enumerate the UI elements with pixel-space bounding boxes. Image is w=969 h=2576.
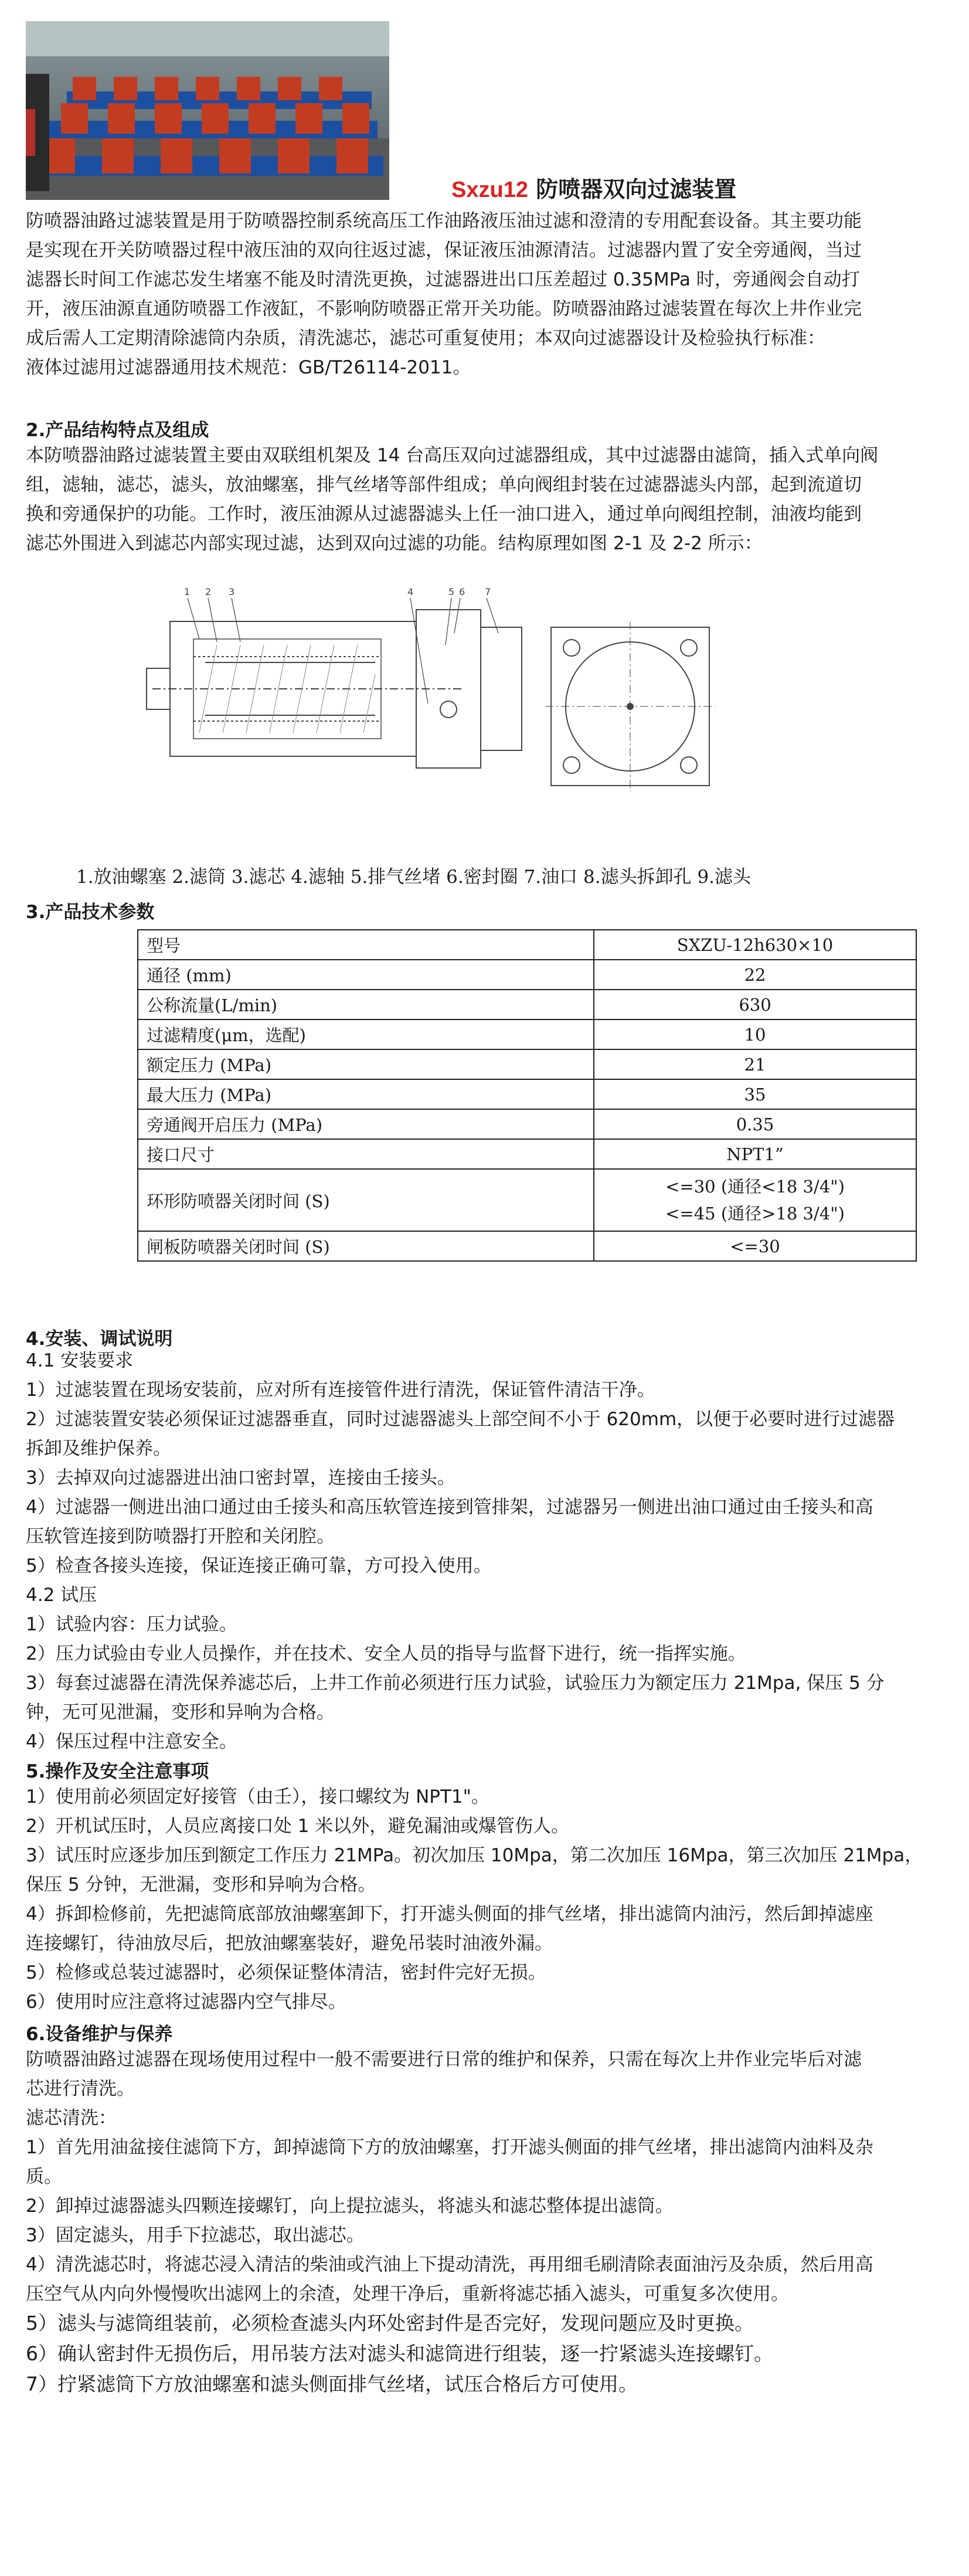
table-row (138, 1169, 916, 1231)
list-item-text: 4）保压过程中注意安全。 (26, 1731, 237, 1752)
list-item-text: 3）每套过滤器在清洗保养滤芯后，上井工作前必须进行压力试验，试验压力为额定压力 21Mpa, 保压 5 分 (26, 1673, 885, 1694)
list-item-text: 7）拧紧滤筒下方放油螺塞和滤头侧面排气丝堵，试压合格后方可使用。 (26, 2373, 638, 2395)
list-item (26, 2191, 946, 2221)
section6-sub: 滤芯清洗： (26, 2108, 117, 2129)
list-item (26, 2250, 946, 2309)
table-row (138, 1019, 916, 1049)
list-item (26, 1463, 946, 1493)
list-item (26, 1668, 946, 1727)
list-item-text: 2）过滤装置安装必须保证过滤器垂直，同时过滤器滤头上部空间不小于 620mm，以便于必要时进行过滤器 (26, 1409, 895, 1430)
diagram-label: 1 (184, 586, 191, 597)
list-item (26, 1375, 946, 1405)
intro-line: 是实现在开关防喷器过程中液压油的双向往返过滤，保证液压油源清洁。过滤器内置了安全旁通阀，当过 (26, 240, 862, 261)
spec-label: 闸板防喷器关闭时间 (S) (138, 1231, 594, 1261)
title-name: 防喷器双向过滤装置 (536, 176, 737, 202)
list-item-text: 3）试压时应逐步加压到额定工作压力 21MPa。初次加压 10Mpa，第二次加压 16Mpa，第三次加压 21Mpa， (26, 1845, 923, 1866)
list-item-text: 拆卸及维护保养。 (26, 1438, 171, 1459)
list-item (26, 2133, 946, 2191)
table-row (138, 1109, 916, 1139)
list-item-text: 2）开机试压时，人员应离接口处 1 米以外，避免漏油或爆管伤人。 (26, 1816, 570, 1837)
spec-value (594, 1169, 916, 1231)
diagram-caption: 1.放油螺塞 2.滤筒 3.滤芯 4.滤轴 5.排气丝堵 6.密封圈 7.油口 8.滤头拆卸孔 9.滤头 (76, 866, 752, 888)
section5-heading: 5.操作及安全注意事项 (26, 1761, 209, 1782)
spec-value: 0.35 (594, 1109, 916, 1139)
spec-value: 10 (594, 1019, 916, 1049)
diagram-label: 5 (448, 586, 455, 597)
list-item-text: 6）确认密封件无损伤后，用吊装方法对滤头和滤筒进行组装，逐一拧紧滤头连接螺钉。 (26, 2342, 773, 2365)
list-item-text: 压空气从内向外慢慢吹出滤网上的余渣，处理干净后，重新将滤芯插入滤头，可重复多次使用。 (26, 2283, 789, 2305)
spec-value: SXZU-12h630×10 (594, 930, 916, 960)
section2-line: 组，滤轴，滤芯，滤头，放油螺塞，排气丝堵等部件组成；单向阀组封装在过滤器滤头内部，起到流道切 (26, 474, 862, 495)
section6-intro (26, 2045, 946, 2103)
section4-sub1: 4.1 安装要求 (26, 1350, 134, 1371)
diagram-label: 2 (205, 586, 212, 597)
spec-label: 通径 (mm) (138, 960, 594, 990)
diagram-label: 6 (459, 586, 465, 597)
list-item-text: 5）检查各接头连接，保证连接正确可靠，方可投入使用。 (26, 1555, 492, 1576)
intro-line: 开，液压油源直通防喷器工作液缸，不影响防喷器正常开关功能。防喷器油路过滤装置在每次上井作业完 (26, 298, 862, 320)
structure-diagram (135, 586, 733, 832)
intro-paragraph (26, 206, 945, 382)
filter-top-view (545, 621, 715, 791)
table-row (138, 930, 916, 960)
section2-line: 滤芯外围进入到滤芯内部实现过滤，达到双向过滤的功能。结构原理如图 2-1 及 2-2 所示： (26, 533, 763, 554)
list-item (26, 1841, 946, 1899)
list-item (26, 1987, 946, 2017)
list-item (26, 1782, 946, 1812)
table-row (138, 990, 916, 1019)
section3-heading: 3.产品技术参数 (26, 902, 155, 923)
table-row (138, 1139, 916, 1169)
spec-label: 过滤精度(μm，选配) (138, 1019, 594, 1049)
section2-line: 换和旁通保护的功能。工作时，液压油源从过滤器滤头上任一油口进入，通过单向阀组控制，油液均能到 (26, 504, 862, 525)
spec-value: 21 (594, 1049, 916, 1079)
factory-photo-image (26, 21, 389, 200)
intro-line: 滤器长时间工作滤芯发生堵塞不能及时清洗更换，过滤器进出口压差超过 0.35MPa 时，旁通阀会自动打 (26, 269, 860, 290)
list-item (26, 1812, 946, 1841)
list-item-text: 2）压力试验由专业人员操作，并在技术、安全人员的指导与监督下进行，统一指挥实施。 (26, 1643, 746, 1664)
list-item (26, 1639, 946, 1668)
list-item-text: 1）试验内容：压力试验。 (26, 1614, 237, 1635)
spec-value: 630 (594, 990, 916, 1019)
diagram-label: 4 (407, 586, 414, 597)
spec-value: NPT1” (594, 1139, 916, 1169)
list-item (26, 2339, 946, 2368)
section2-heading: 2.产品结构特点及组成 (26, 420, 209, 441)
section6-intro-line: 芯进行清洗。 (26, 2078, 135, 2099)
section4-sub2: 4.2 试压 (26, 1585, 97, 1606)
list-item (26, 1899, 946, 1958)
page-title (451, 171, 736, 203)
spec-value: <=30 (594, 1231, 916, 1261)
factory-photo (26, 21, 389, 200)
spec-label: 接口尺寸 (138, 1139, 594, 1169)
list-item-text: 钟，无可见泄漏，变形和异响为合格。 (26, 1702, 335, 1723)
list-item (26, 2309, 946, 2338)
list-item-text: 6）使用时应注意将过滤器内空气排尽。 (26, 1992, 346, 2013)
list-item-text: 4）过滤器一侧进出油口通过由壬接头和高压软管连接到管排架，过滤器另一侧进出油口通过由壬接头和高 (26, 1497, 873, 1518)
table-row (138, 1049, 916, 1079)
list-item-text: 1）过滤装置在现场安装前，应对所有连接管件进行清洗，保证管件清洁干净。 (26, 1379, 655, 1401)
list-item-text: 4）拆卸检修前，先把滤筒底部放油螺塞卸下，打开滤头侧面的排气丝堵，排出滤筒内油污，然后卸掉滤座 (26, 1904, 873, 1925)
intro-line: 成后需人工定期清除滤筒内杂质，清洗滤芯，滤芯可重复使用；本双向过滤器设计及检验执行标准： (26, 328, 825, 349)
spec-label: 公称流量(L/min) (138, 990, 594, 1019)
table-row (138, 1079, 916, 1109)
spec-value: 22 (594, 960, 916, 990)
section6-intro-line: 防喷器油路过滤器在现场使用过程中一般不需要进行日常的维护和保养，只需在每次上井作业完毕后对滤 (26, 2049, 862, 2070)
list-item (26, 1727, 946, 1756)
spec-label: 最大压力 (MPa) (138, 1079, 594, 1109)
diagram-label: 7 (485, 586, 491, 597)
list-item (26, 1958, 946, 1987)
table-row (138, 1231, 916, 1261)
spec-value-line: <=30 (通径<18 3/4") (665, 1177, 845, 1197)
spec-label: 环形防喷器关闭时间 (S) (138, 1169, 594, 1231)
diagram-label: 3 (229, 586, 235, 597)
list-item-text: 连接螺钉，待油放尽后，把放油螺塞装好，避免吊装时油液外漏。 (26, 1933, 553, 1954)
table-row (138, 960, 916, 990)
spec-value: 35 (594, 1079, 916, 1109)
section4-heading: 4.安装、调试说明 (26, 1328, 173, 1350)
section2-paragraph (26, 441, 945, 558)
list-item (26, 1493, 946, 1551)
section2-line: 本防喷器油路过滤装置主要由双联组机架及 14 台高压双向过滤器组成，其中过滤器由滤筒，插入式单向阀 (26, 445, 879, 466)
list-item-text: 5）检修或总装过滤器时，必须保证整体清洁，密封件完好无损。 (26, 1962, 546, 1983)
list-item-text: 压软管连接到防喷器打开腔和关闭腔。 (26, 1526, 335, 1547)
list-item-text: 保压 5 分钟，无泄漏，变形和异响为合格。 (26, 1874, 376, 1895)
spec-table (137, 929, 917, 1262)
list-item-text: 3）去掉双向过滤器进出油口密封罩，连接由壬接头。 (26, 1467, 455, 1488)
list-item (26, 2221, 946, 2250)
list-item-text: 4）清洗滤芯时，将滤芯浸入清洁的柴油或汽油上下提动清洗，再用细毛刷清除表面油污及杂质，然后用高 (26, 2254, 873, 2275)
list-item (26, 2370, 946, 2399)
list-item-text: 2）卸掉过滤器滤头四颗连接螺钉，向上提拉滤头，将滤头和滤芯整体提出滤筒。 (26, 2196, 674, 2217)
list-item (26, 1610, 946, 1639)
list-item-text: 1）使用前必须固定好接管（由壬），接口螺纹为 NPT1"。 (26, 1786, 489, 1807)
list-item (26, 1551, 946, 1581)
spec-label: 型号 (138, 930, 594, 960)
spec-value-line: <=45 (通径>18 3/4") (665, 1204, 845, 1224)
section6-heading: 6.设备维护与保养 (26, 2024, 173, 2045)
spec-label: 额定压力 (MPa) (138, 1049, 594, 1079)
spec-label: 旁通阀开启压力 (MPa) (138, 1109, 594, 1139)
list-item-text: 3）固定滤头，用手下拉滤芯，取出滤芯。 (26, 2225, 365, 2246)
intro-line: 液体过滤用过滤器通用技术规范：GB/T26114-2011。 (26, 357, 471, 378)
list-item-text: 1）首先用油盆接住滤筒下方，卸掉滤筒下方的放油螺塞，打开滤头侧面的排气丝堵，排出滤筒内油料及杂 (26, 2137, 873, 2158)
list-item (26, 1405, 946, 1463)
title-brand: Sxzu12 (451, 178, 528, 202)
list-item-text: 质。 (26, 2166, 62, 2187)
list-item-text: 5）滤头与滤筒组装前，必须检查滤头内环处密封件是否完好，发现问题应及时更换。 (26, 2312, 754, 2334)
intro-line: 防喷器油路过滤装置是用于防喷器控制系统高压工作油路液压油过滤和澄清的专用配套设备。其主要功能 (26, 210, 862, 232)
